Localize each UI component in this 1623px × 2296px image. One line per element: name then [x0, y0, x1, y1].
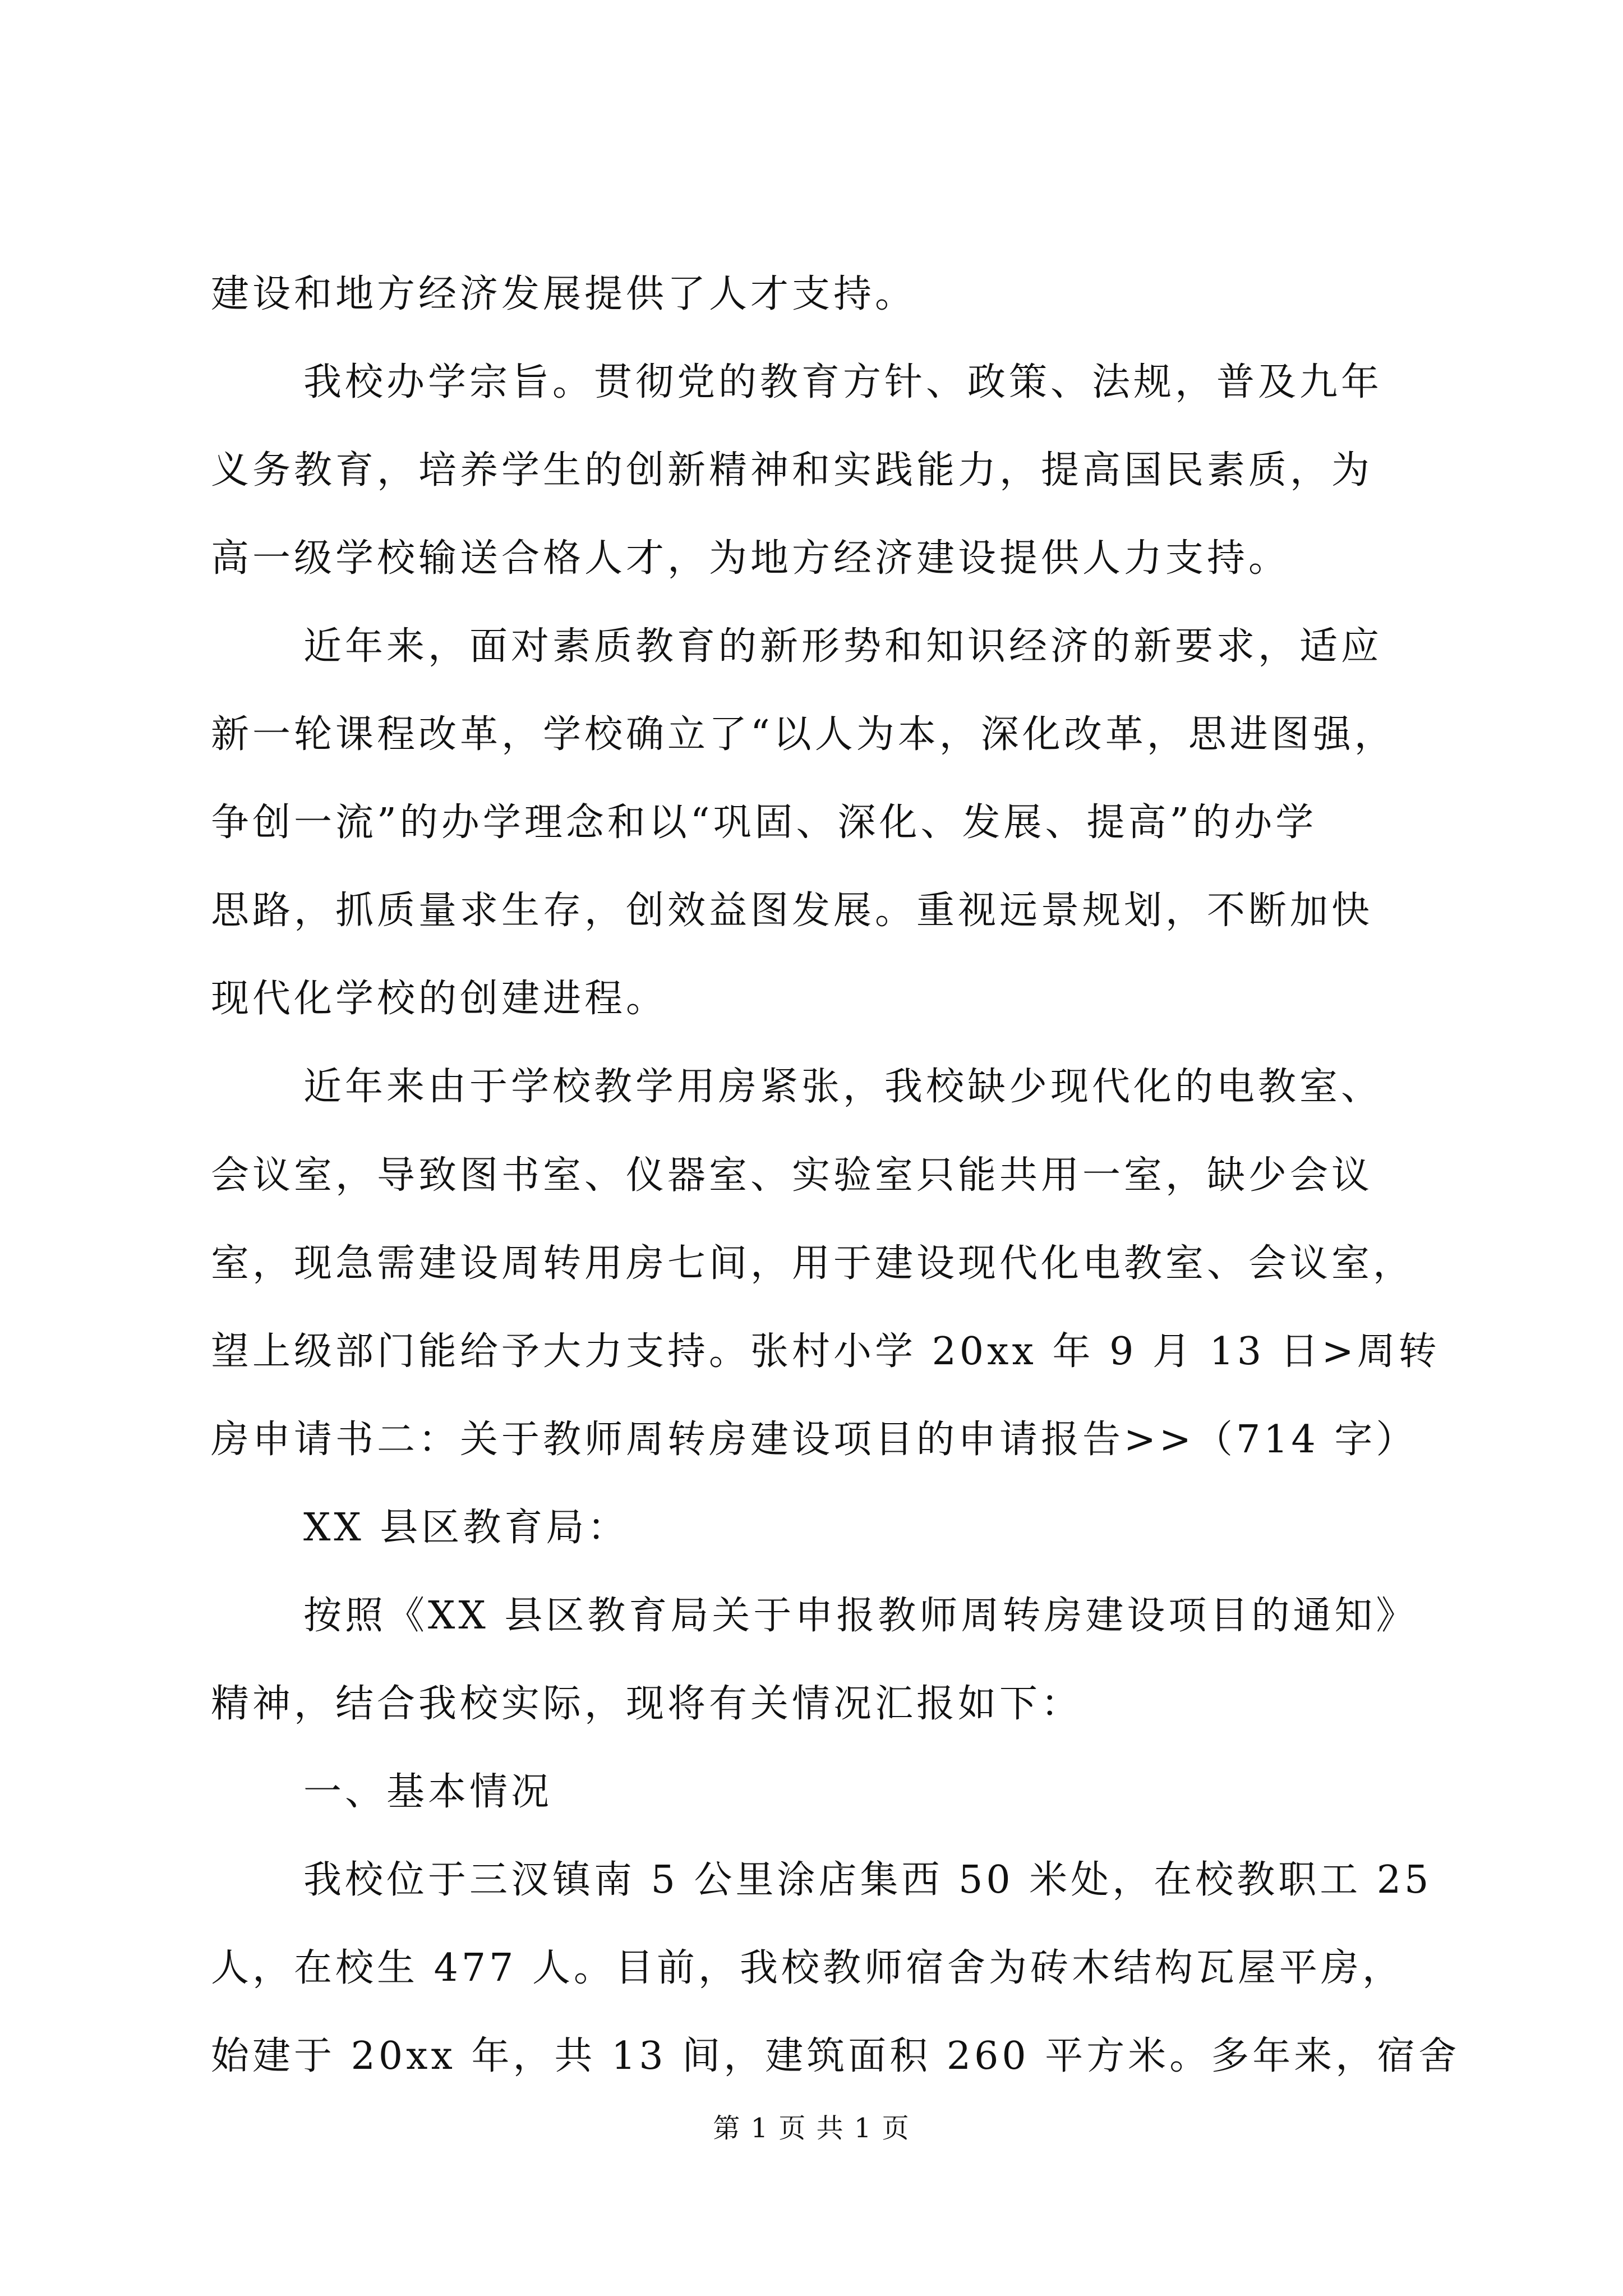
text-line: 建设和地方经济发展提供了人才支持。 [211, 272, 917, 316]
text-line: 新一轮课程改革，学校确立了“以人为本，深化改革，思进图强， [211, 712, 1396, 757]
text-line: XX 县区教育局： [303, 1506, 629, 1550]
text-line: 思路，抓质量求生存，创效益图发展。重视远景规划，不断加快 [211, 889, 1373, 933]
text-line: 争创一流”的办学理念和以“巩固、深化、发展、提高”的办学 [211, 800, 1317, 845]
text-line: 室，现急需建设周转用房七间，用于建设现代化电教室、会议室， [211, 1241, 1415, 1286]
text-line: 按照《XX 县区教育局关于申报教师周转房建设项目的通知》 [303, 1594, 1418, 1638]
text-line: 义务教育，培养学生的创新精神和实践能力，提高国民素质，为 [211, 448, 1373, 493]
section-heading: 一、基本情况 [303, 1770, 553, 1814]
text-line: 房申请书二：关于教师周转房建设项目的申请报告>>（714 字） [211, 1418, 1418, 1462]
text-line: 我校位于三汊镇南 5 公里涂店集西 50 米处，在校教职工 25 [303, 1858, 1432, 1902]
text-line: 近年来由于学校教学用房紧张，我校缺少现代化的电教室、 [303, 1065, 1383, 1109]
text-line: 人，在校生 477 人。目前，我校教师宿舍为砖木结构瓦屋平房， [211, 1946, 1404, 1990]
page-number-footer: 第 1 页 共 1 页 [713, 2113, 910, 2144]
text-line: 近年来，面对素质教育的新形势和知识经济的新要求，适应 [303, 624, 1383, 669]
text-line: 我校办学宗旨。贯彻党的教育方针、政策、法规，普及九年 [303, 360, 1383, 404]
text-line: 始建于 20xx 年，共 13 间，建筑面积 260 平方米。多年来，宿舍 [211, 2034, 1460, 2078]
text-line: 望上级部门能给予大力支持。张村小学 20xx 年 9 月 13 日>周转 [211, 1329, 1440, 1374]
text-line: 现代化学校的创建进程。 [211, 977, 668, 1021]
text-line: 高一级学校输送合格人才，为地方经济建设提供人力支持。 [211, 536, 1290, 581]
text-line: 精神，结合我校实际，现将有关情况汇报如下： [211, 1682, 1083, 1726]
text-line: 会议室，导致图书室、仪器室、实验室只能共用一室，缺少会议 [211, 1153, 1373, 1198]
